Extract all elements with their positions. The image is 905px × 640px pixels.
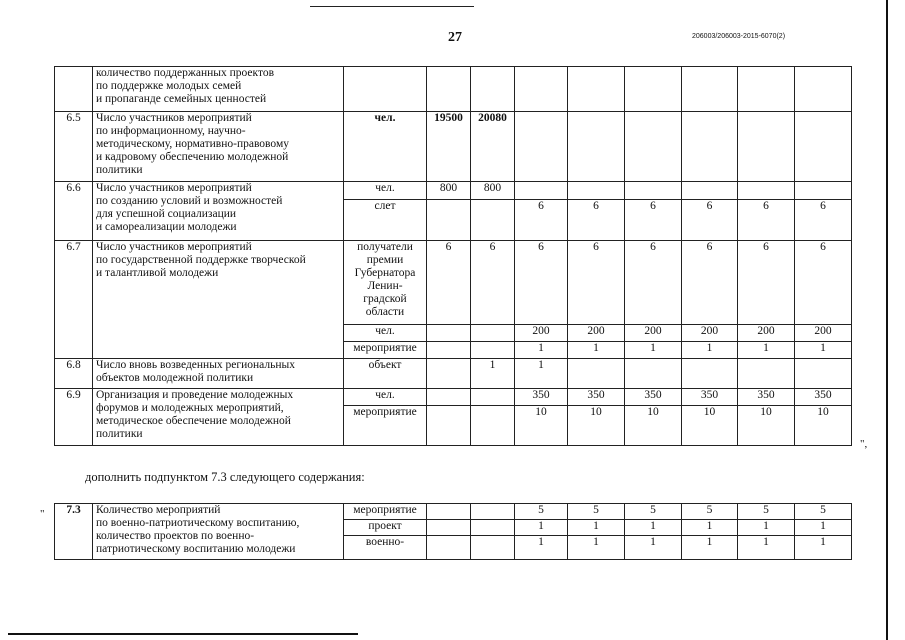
value: 5: [568, 504, 625, 520]
indicators-table: [54, 66, 852, 446]
value: 800: [471, 182, 515, 200]
value: 200: [682, 325, 738, 342]
table-row: [55, 389, 852, 406]
value: 6: [515, 200, 568, 241]
value: 10: [738, 406, 795, 446]
value: 1: [568, 342, 625, 359]
value: 350: [515, 389, 568, 406]
row-number: 6.7: [55, 241, 93, 359]
opening-quote: ": [40, 508, 45, 520]
value: 5: [625, 504, 682, 520]
page-number: 27: [448, 30, 462, 45]
value: 6: [471, 241, 515, 325]
value: 350: [682, 389, 738, 406]
row-number: 6.9: [55, 389, 93, 446]
unit: мероприятие: [344, 342, 427, 359]
value: 350: [568, 389, 625, 406]
value: 20080: [471, 112, 515, 182]
value: 6: [625, 200, 682, 241]
unit: объект: [344, 359, 427, 389]
value: 200: [568, 325, 625, 342]
unit: слет: [344, 200, 427, 241]
value: 5: [682, 504, 738, 520]
value: 10: [625, 406, 682, 446]
indicator-name: Число участников мероприятий по информационному, научно- методическому, нормативно-правовому и кадровому обеспечению молодежной политики: [93, 112, 344, 182]
table-row: [55, 504, 852, 520]
value: 1: [515, 342, 568, 359]
row-number: 6.6: [55, 182, 93, 241]
value: 6: [738, 241, 795, 325]
unit: чел.: [344, 182, 427, 200]
value: 1: [682, 342, 738, 359]
amendment-paragraph: дополнить подпунктом 7.3 следующего содержания:: [85, 470, 365, 484]
closing-quote: ",: [860, 438, 868, 450]
unit: военно-: [344, 536, 427, 560]
value: 10: [568, 406, 625, 446]
amendment-table: [54, 503, 852, 560]
value: 6: [795, 241, 852, 325]
table-row: [55, 182, 852, 200]
value: 1: [625, 536, 682, 560]
row-number: 6.8: [55, 359, 93, 389]
value: 6: [427, 241, 471, 325]
value: 1: [738, 536, 795, 560]
unit: мероприятие: [344, 504, 427, 520]
value: 5: [515, 504, 568, 520]
table-row: [55, 67, 852, 112]
value: 6: [795, 200, 852, 241]
value: 1: [682, 536, 738, 560]
value: 1: [625, 342, 682, 359]
unit: проект: [344, 520, 427, 536]
unit: чел.: [344, 325, 427, 342]
value: 6: [568, 241, 625, 325]
value: 1: [515, 520, 568, 536]
indicator-name: Организация и проведение молодежных форумов и молодежных мероприятий, методическое обеспечение молодежной политики: [93, 389, 344, 446]
table-row: [55, 359, 852, 389]
value: 1: [682, 520, 738, 536]
value: 10: [515, 406, 568, 446]
value: 1: [795, 520, 852, 536]
value: 1: [738, 342, 795, 359]
value: 200: [515, 325, 568, 342]
document-id: 206003/206003-2015-6070(2): [692, 33, 786, 40]
value: 10: [682, 406, 738, 446]
unit: чел.: [344, 389, 427, 406]
unit: чел.: [344, 112, 427, 182]
value: 6: [738, 200, 795, 241]
value: 1: [568, 520, 625, 536]
indicator-name: Число вновь возведенных региональных объектов молодежной политики: [93, 359, 344, 389]
value: 1: [795, 536, 852, 560]
value: 1: [738, 520, 795, 536]
row-number: 7.3: [55, 504, 93, 560]
indicator-name: Число участников мероприятий по созданию условий и возможностей для успешной социализации и самореализации молодежи: [93, 182, 344, 241]
value: 10: [795, 406, 852, 446]
value: 6: [682, 241, 738, 325]
value: 350: [738, 389, 795, 406]
value: 5: [738, 504, 795, 520]
value: 1: [515, 536, 568, 560]
value: 800: [427, 182, 471, 200]
indicator-name: Число участников мероприятий по государственной поддержке творческой и талантливой молодежи: [93, 241, 344, 359]
value: 200: [795, 325, 852, 342]
value: 6: [625, 241, 682, 325]
row-number: 6.5: [55, 112, 93, 182]
value: 1: [795, 342, 852, 359]
value: 5: [795, 504, 852, 520]
unit: получатели премии Губернатора Ленин- градской области: [344, 241, 427, 325]
table-row: [55, 241, 852, 325]
value: 1: [471, 359, 515, 389]
bottom-rule: [8, 633, 358, 635]
value: 6: [515, 241, 568, 325]
value: 200: [738, 325, 795, 342]
value: 6: [568, 200, 625, 241]
unit: мероприятие: [344, 406, 427, 446]
value: 200: [625, 325, 682, 342]
indicator-name: Количество мероприятий по военно-патриотическому воспитанию, количество проектов по военно- патриотическому воспитанию молодежи: [93, 504, 344, 560]
value: 350: [625, 389, 682, 406]
value: 1: [568, 536, 625, 560]
value: 19500: [427, 112, 471, 182]
value: 6: [682, 200, 738, 241]
scan-edge: [886, 0, 888, 640]
top-rule: [310, 6, 474, 7]
table-row: [55, 112, 852, 182]
indicator-name: количество поддержанных проектов по поддержке молодых семей и пропаганде семейных ценностей: [93, 67, 344, 112]
value: 1: [625, 520, 682, 536]
value: 350: [795, 389, 852, 406]
value: 1: [515, 359, 568, 389]
